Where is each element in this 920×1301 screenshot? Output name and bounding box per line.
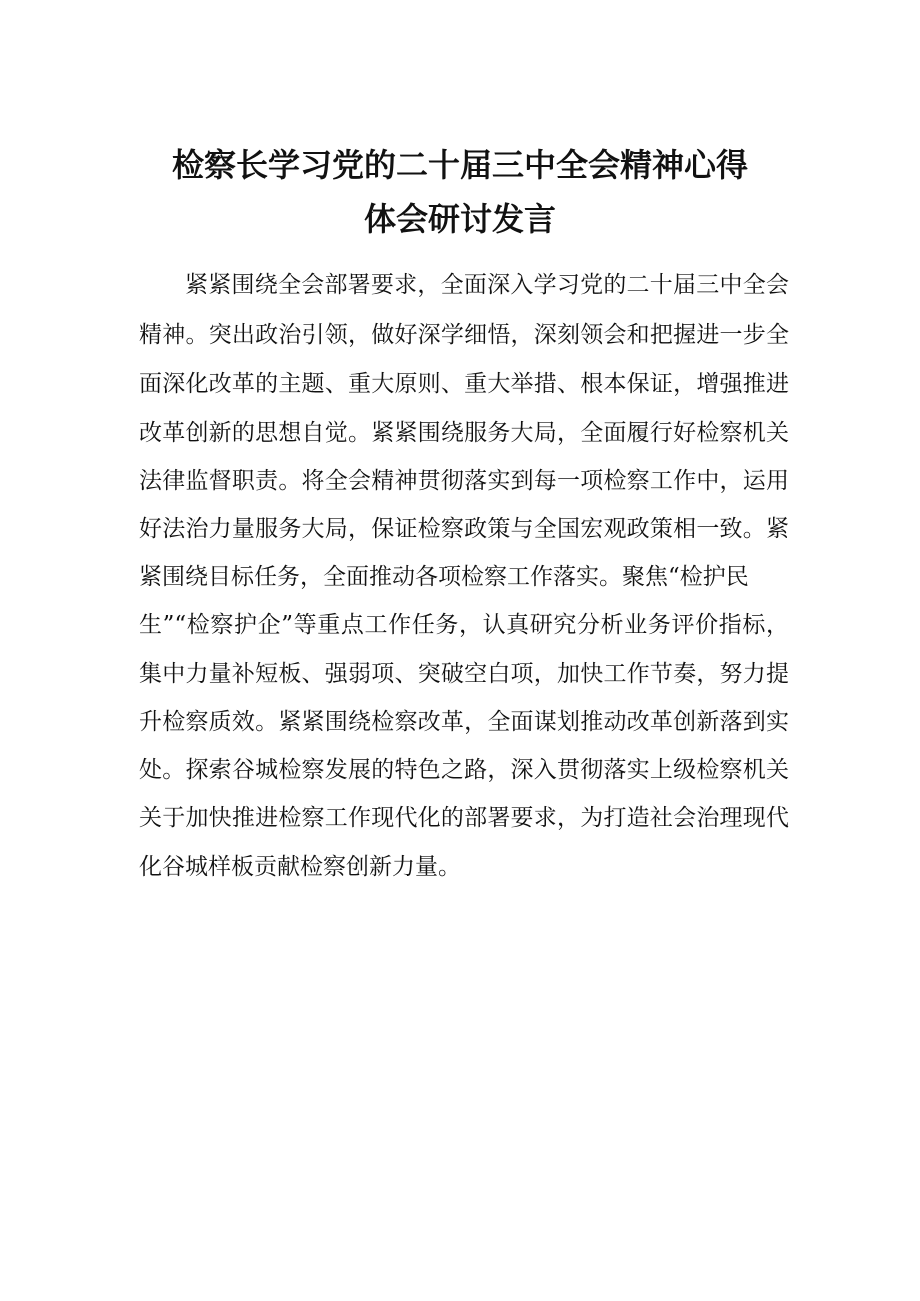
body-line-11: 处。探索谷城检察发展的特色之路，深入贯彻落实上级检察机关 [139,757,789,783]
document-title-line-1: 检察长学习党的二十届三中全会精神心得 [171,146,748,184]
document-title-line-2: 体会研讨发言 [363,200,556,238]
body-line-7: 紧围绕目标任务，全面推动各项检察工作落实。聚焦“检护民 [139,564,749,590]
body-line-8: 生”“检察护企”等重点工作任务，认真研究分析业务评价指标， [139,612,789,638]
body-line-6: 好法治力量服务大局，保证检察政策与全国宏观政策相一致。紧 [139,516,789,542]
body-line-1: 紧紧围绕全会部署要求，全面深入学习党的二十届三中全会 [185,272,789,298]
body-line-5: 法律监督职责。将全会精神贯彻落实到每一项检察工作中，运用 [139,468,789,494]
body-line-10: 升检察质效。紧紧围绕检察改革，全面谋划推动改革创新落到实 [139,709,789,735]
body-line-4: 改革创新的思想自觉。紧紧围绕服务大局，全面履行好检察机关 [139,420,789,446]
body-line-13: 化谷城样板贡献检察创新力量。 [139,854,461,880]
body-line-9: 集中力量补短板、强弱项、突破空白项，加快工作节奏，努力提 [139,661,789,687]
body-line-2: 精神。突出政治引领，做好深学细悟，深刻领会和把握进一步全 [139,322,789,348]
body-line-3: 面深化改革的主题、重大原则、重大举措、根本保证，增强推进 [139,371,789,397]
body-line-12: 关于加快推进检察工作现代化的部署要求，为打造社会治理现代 [139,805,789,831]
